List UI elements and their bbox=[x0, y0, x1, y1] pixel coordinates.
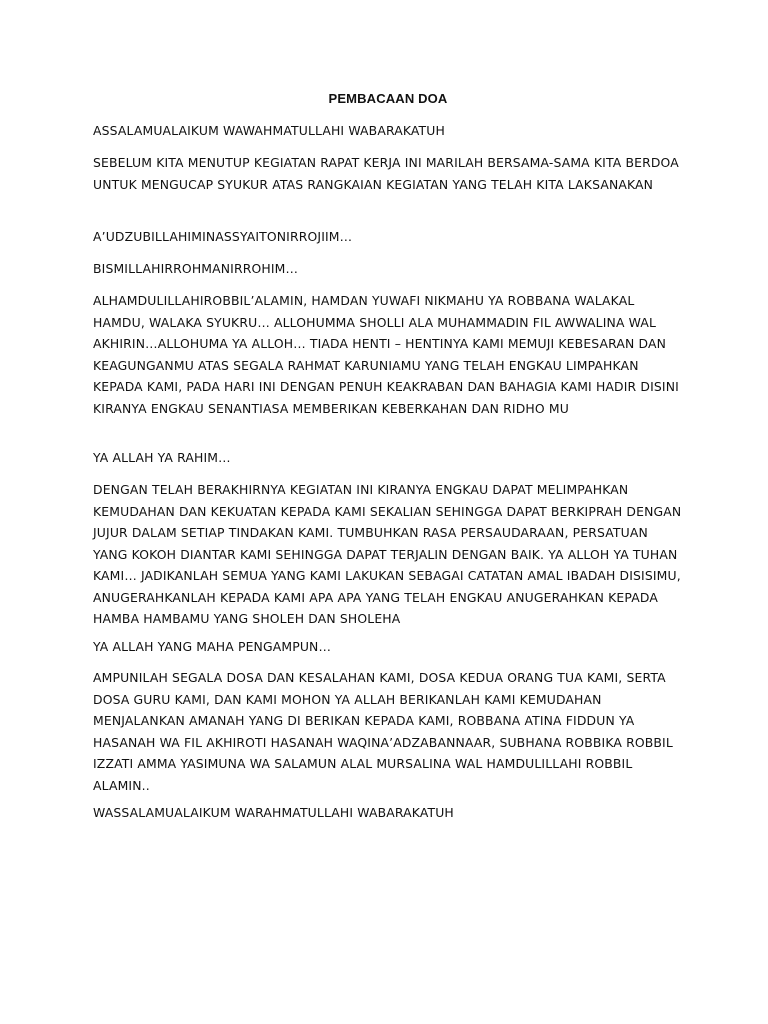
document-title: PEMBACAAN DOA bbox=[328, 91, 448, 106]
document-page bbox=[93, 0, 683, 1024]
paragraph-wassalam: WASSALAMUALAIKUM WARAHMATULLAHI WABARAKATUH bbox=[93, 805, 454, 820]
paragraph-hamdalah: ALHAMDULILLAHIROBBIL’ALAMIN, HAMDAN YUWAFI NIKMAHU YA ROBBANA WALAKAL HAMDU, WALAKA SYUKRU… ALLOHUMMA SHOLLI ALA MUHAMMADIN FIL AWWALINA WAL AKHIRIN…ALLOHUMA YA ALLOH… TIADA HENTI – HENTINYA KAMI MEMUJI KEBESARAN DAN KEAGUNGANMU ATAS SEGALA RAHMAT KARUNIAMU YANG TELAH ENGKAU LIMPAHKAN KEPADA KAMI, PADA HARI INI DENGAN PENUH KEAKRABAN DAN BAHAGIA KAMI HADIR DISINI KIRANYA ENGKAU SENANTIASA MEMBERIKAN KEBERKAHAN DAN RIDHO MU bbox=[93, 293, 679, 416]
paragraph-ya-allah-pengampun: YA ALLAH YANG MAHA PENGAMPUN… bbox=[93, 639, 331, 654]
paragraph-basmalah: BISMILLAHIRROHMANIRROHIM… bbox=[93, 261, 299, 276]
paragraph-opening: SEBELUM KITA MENUTUP KEGIATAN RAPAT KERJA INI MARILAH BERSAMA-SAMA KITA BERDOA UNTUK MENGUCAP SYUKUR ATAS RANGKAIAN KEGIATAN YANG TELAH KITA LAKSANAKAN bbox=[93, 155, 679, 192]
paragraph-greeting: ASSALAMUALAIKUM WAWAHMATULLAHI WABARAKATUH bbox=[93, 123, 445, 138]
paragraph-ampunilah: AMPUNILAH SEGALA DOSA DAN KESALAHAN KAMI, DOSA KEDUA ORANG TUA KAMI, SERTA DOSA GURU KAMI, DAN KAMI MOHON YA ALLAH BERIKANLAH KAMI KEMUDAHAN MENJALANKAN AMANAH YANG DI BERIKAN KEPADA KAMI, ROBBANA ATINA FIDDUN YA HASANAH WA FIL AKHIROTI HASANAH WAQINA’ADZABANNAAR, SUBHANA ROBBIKA ROBBIL IZZATI AMMA YASIMUNA WA SALAMUN ALAL MURSALINA WAL HAMDULILLAHI ROBBIL ALAMIN.. bbox=[93, 670, 673, 793]
paragraph-closing-event: DENGAN TELAH BERAKHIRNYA KEGIATAN INI KIRANYA ENGKAU DAPAT MELIMPAHKAN KEMUDAHAN DAN KEKUATAN KEPADA KAMI SEKALIAN SEHINGGA DAPAT BERKIPRAH DENGAN JUJUR DALAM SETIAP TINDAKAN KAMI. TUMBUHKAN RASA PERSAUDARAAN, PERSATUAN YANG KOKOH DIANTAR KAMI SEHINGGA DAPAT TERJALIN DENGAN BAIK. YA ALLOH YA TUHAN KAMI… JADIKANLAH SEMUA YANG KAMI LAKUKAN SEBAGAI CATATAN AMAL IBADAH DISISIMU, ANUGERAHKANLAH KEPADA KAMI APA APA YANG TELAH ENGKAU ANUGERAHKAN KEPADA HAMBA HAMBAMU YANG SHOLEH DAN SHOLEHA bbox=[93, 482, 682, 626]
paragraph-taawudz: A’UDZUBILLAHIMINASSYAITONIRROJIIM… bbox=[93, 229, 353, 244]
paragraph-ya-allah-rahim: YA ALLAH YA RAHIM… bbox=[93, 450, 231, 465]
